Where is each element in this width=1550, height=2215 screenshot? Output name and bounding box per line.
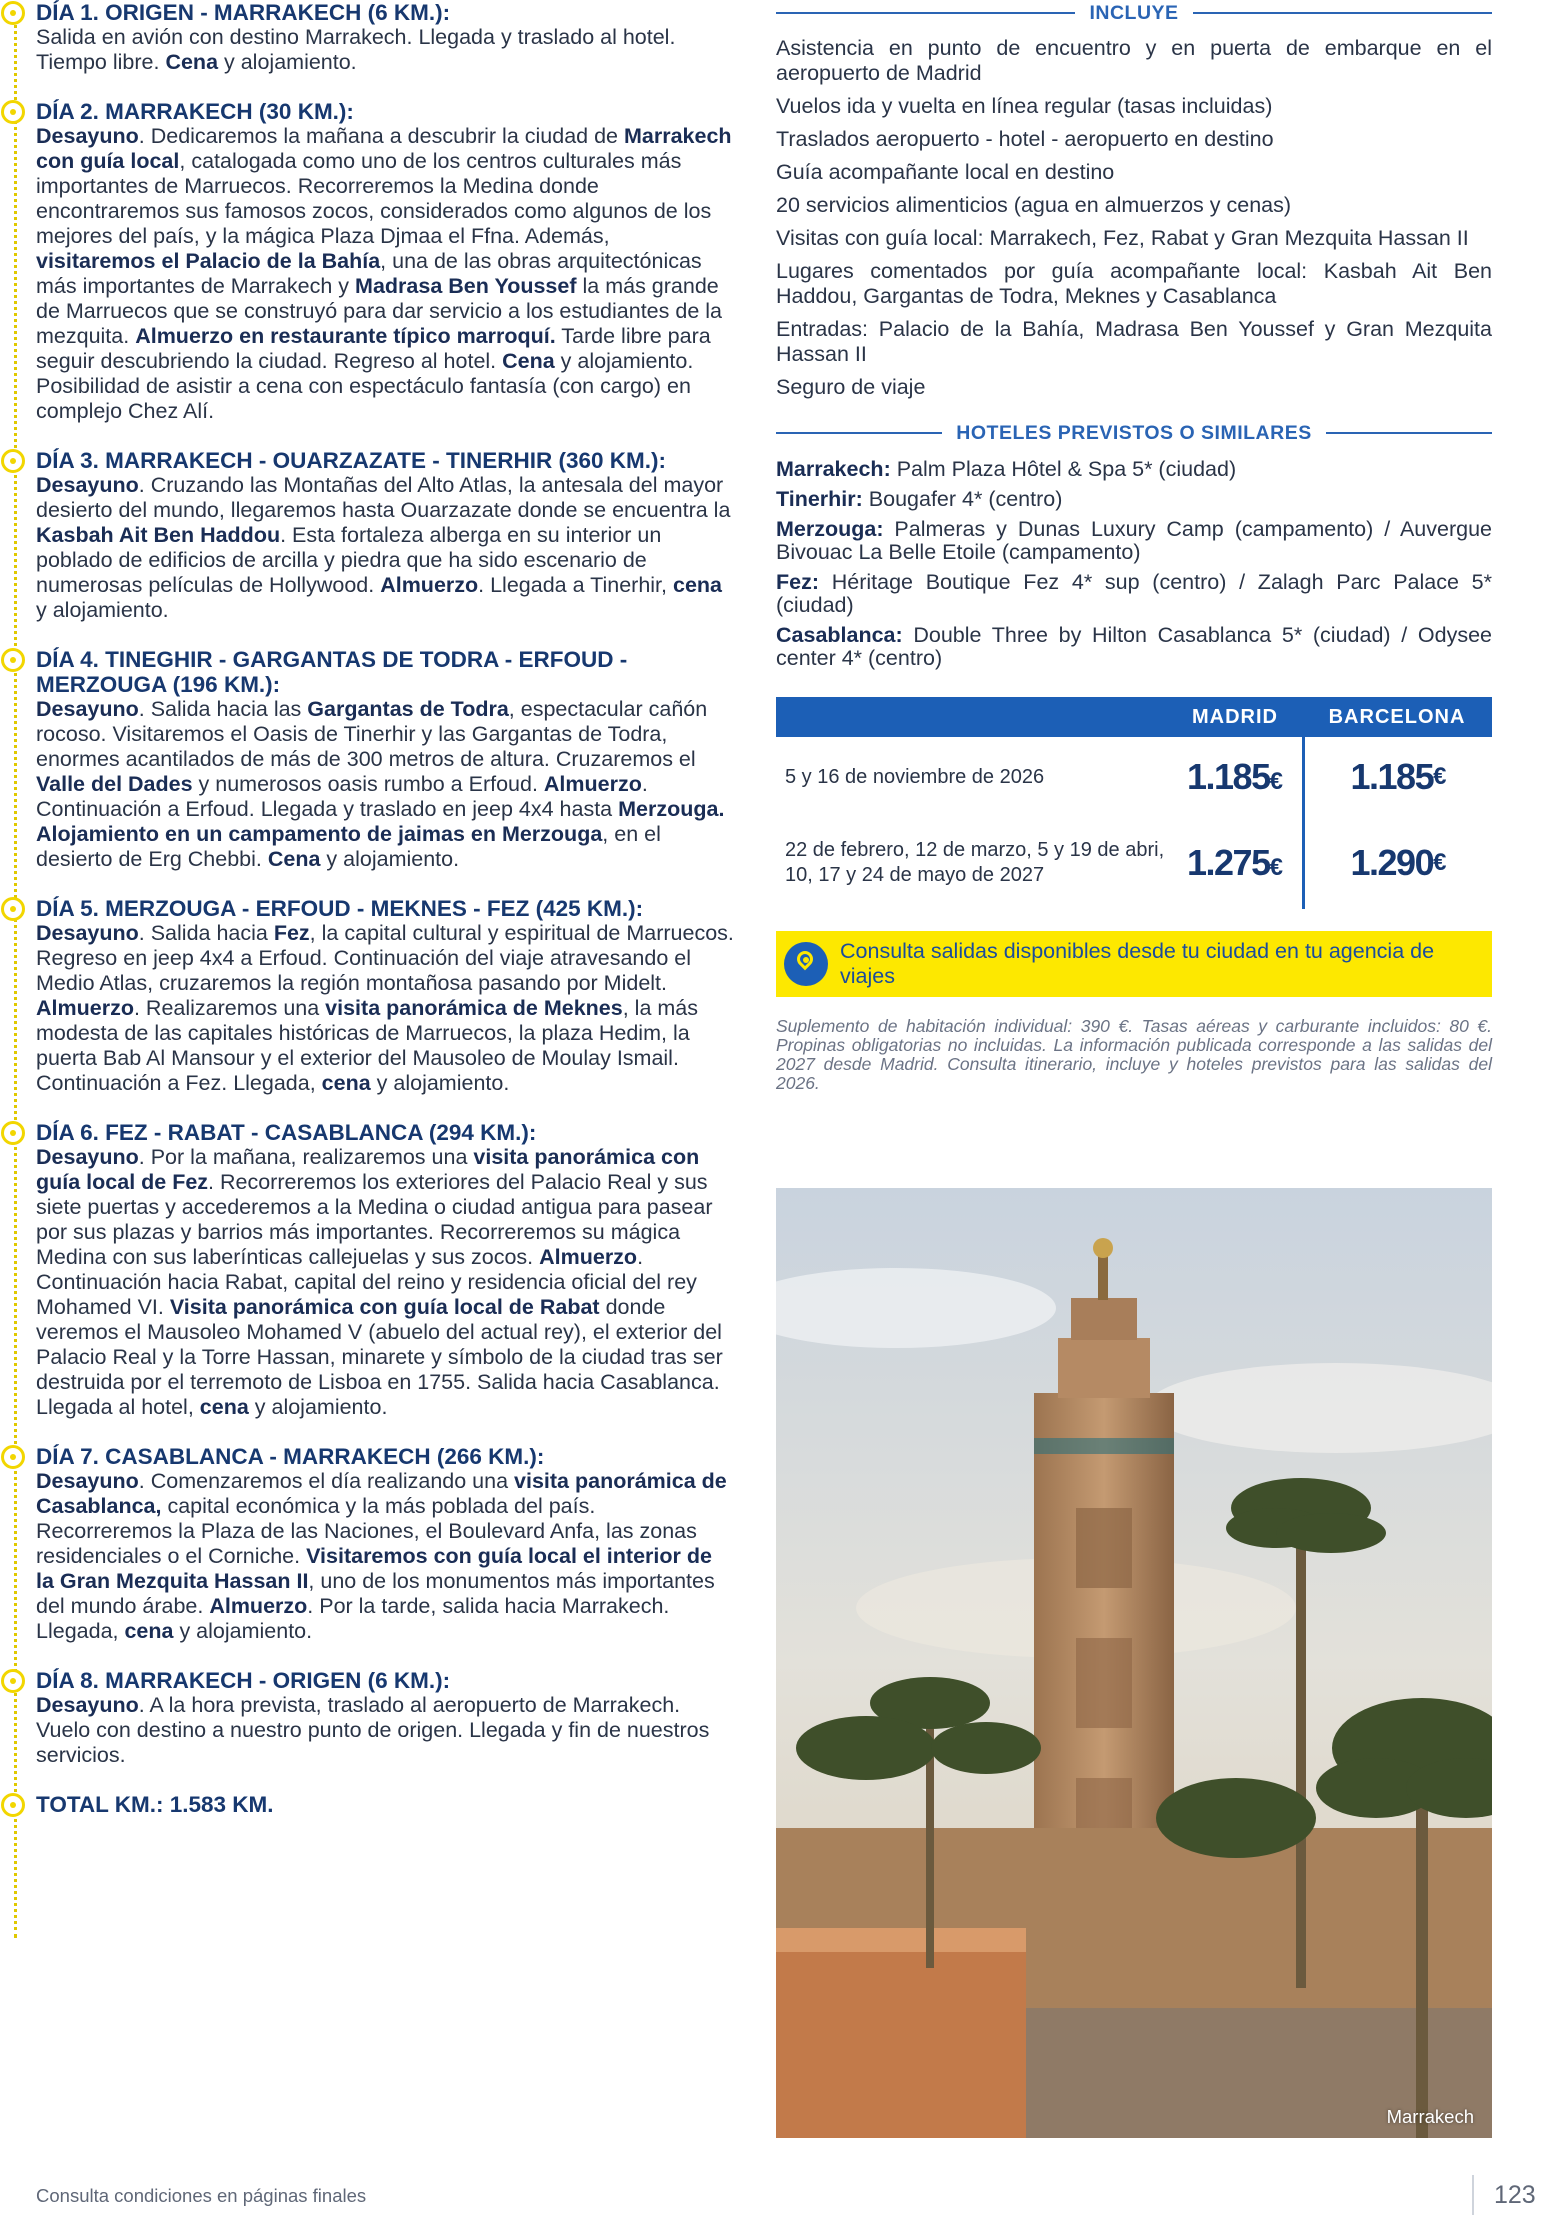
divider [776, 432, 942, 434]
hotel-name: Double Three by Hilton Casablanca 5* (ciudad) / Odysee center 4* (centro) [776, 623, 1492, 670]
highlight-text: Merzouga. Alojamiento en un campamento de jaimas en Merzouga [36, 797, 725, 846]
hotel-name: Palmeras y Dunas Luxury Camp (campamento) / Auvergue Bivouac La Belle Etoile (campamento) [776, 517, 1492, 564]
itinerary-day [14, 448, 734, 623]
hotel-city: Marrakech: [776, 457, 891, 481]
highlight-text: cena [672, 573, 722, 597]
price-value: 1.275 [1187, 842, 1270, 883]
divider [1326, 432, 1492, 434]
price-table [776, 697, 1492, 909]
highlight-text: Almuerzo en restaurante típico marroquí. [135, 324, 556, 348]
day-description [36, 1693, 734, 1768]
divider [776, 12, 1075, 14]
body-text: . Salida hacia las [138, 697, 308, 721]
body-text: y numerosos oasis rumbo a Erfoud. [192, 772, 544, 796]
itinerary-day [14, 0, 734, 75]
hotels-heading: HOTELES PREVISTOS O SIMILARES [956, 421, 1312, 444]
incluye-item: Guía acompañante local en destino [776, 160, 1115, 184]
body-text: y alojamiento. [173, 1619, 313, 1643]
body-text: y alojamiento. Posibilidad de asistir a cena con espectáculo fantasía (con cargo) en complejo Chez Alí. [36, 349, 694, 423]
highlight-text: Cena [502, 349, 555, 373]
highlight-text: Desayuno [36, 1469, 139, 1493]
highlight-text: Almuerzo [539, 1245, 638, 1269]
day-description [36, 473, 734, 623]
footer-divider [1472, 2175, 1474, 2215]
price-rows [776, 737, 1492, 909]
highlight-text: Visita panorámica con guía local de Rabat [169, 1295, 600, 1319]
highlight-text: Marrakech con guía local [36, 124, 732, 173]
body-text: donde veremos el Mausoleo Mohamed V (abuelo del actual rey), el exterior del Palacio Real y la Torre Hassan, minarete y símbolo de la ciudad tras ser destruida por el terremoto de Lisboa en 1755. Salida hacia Casablanca. Llegada al hotel, [36, 1295, 723, 1419]
body-text: , una de las obras arquitectónicas más importantes de Marrakech y [36, 249, 702, 298]
hotel-entry [776, 571, 1492, 617]
itinerary-day [14, 896, 734, 1096]
hotel-city: Merzouga: [776, 517, 884, 541]
body-text: . Continuación hacia Rabat, capital del reino y residencia oficial del rey Mohamed VI. [36, 1245, 697, 1319]
itinerary-day [14, 1668, 734, 1768]
body-text: y alojamiento. [248, 1395, 388, 1419]
day-title: DÍA 6. FEZ - RABAT - CASABLANCA (294 KM.): [36, 1120, 537, 1145]
body-text: . Llegada a Tinerhir, [478, 573, 673, 597]
body-text: la más grande de Marruecos que se construyó para dar servicio a los estudiantes de la mezquita. [36, 274, 722, 348]
hotels-header [776, 420, 1492, 446]
currency-symbol: € [1269, 768, 1283, 795]
highlight-text: cena [124, 1619, 174, 1643]
highlight-text: visita panorámica de Casablanca, [36, 1469, 727, 1518]
day-title: DÍA 4. TINEGHIR - GARGANTAS DE TODRA - ERFOUD - MERZOUGA (196 KM.): [36, 647, 628, 697]
highlight-text: Gargantas de Todra [307, 697, 509, 721]
consult-banner [776, 931, 1492, 997]
hotel-name: Palm Plaza Hôtel & Spa 5* (ciudad) [890, 457, 1237, 481]
body-text: . Esta fortaleza alberga en su interior un poblado de edificios de arcilla y piedra que ha sido escenario de numerosas películas de Hollywood. [36, 523, 662, 597]
day-marker-icon [1, 1669, 25, 1693]
day-marker-icon [1, 1445, 25, 1469]
incluye-list [776, 36, 1492, 400]
body-text: . A la hora prevista, traslado al aeropuerto de Marrakech. Vuelo con destino a nuestro punto de origen. Llegada y fin de nuestros servicios. [36, 1693, 710, 1767]
highlight-text: Almuerzo [209, 1594, 308, 1618]
hotel-entry [776, 488, 1492, 511]
day-description [36, 697, 734, 872]
itinerary-day [14, 647, 734, 872]
divider [1193, 12, 1492, 14]
day-title: DÍA 7. CASABLANCA - MARRAKECH (266 KM.): [36, 1444, 545, 1469]
highlight-text: visita panorámica con guía local de Fez [36, 1145, 700, 1194]
highlight-text: Desayuno [36, 921, 139, 945]
highlight-text: Desayuno [36, 1693, 139, 1717]
day-marker-icon [1, 1793, 25, 1817]
itinerary-day [14, 1444, 734, 1644]
day-description [36, 921, 734, 1096]
incluye-item: Lugares comentados por guía acompañante local: Kasbah Ait Ben Haddou, Gargantas de Todra, Meknes y Casablanca [776, 259, 1492, 308]
day-marker-icon [1, 648, 25, 672]
day-title: DÍA 5. MERZOUGA - ERFOUD - MEKNES - FEZ (425 KM.): [36, 896, 644, 921]
highlight-text: Desayuno [36, 124, 139, 148]
highlight-text: Madrasa Ben Youssef [355, 274, 577, 298]
incluye-item: 20 servicios alimenticios (agua en almuerzos y cenas) [776, 193, 1292, 217]
highlight-text: Fez [273, 921, 310, 945]
body-text: , uno de los monumentos más importantes del mundo árabe. [36, 1569, 715, 1618]
highlight-text: Almuerzo [380, 573, 479, 597]
price-barcelona [1302, 737, 1492, 817]
body-text: , la más modesta de las capitales históricas de Marruecos, la plaza Hedim, la puerta Bab Al Mansour y el exterior del Mausoleo de Moulay Ismail. Continuación a Fez. Llegada, [36, 996, 698, 1095]
col-madrid: MADRID [1192, 705, 1278, 728]
hotel-entry [776, 518, 1492, 564]
location-pin-icon [784, 942, 828, 986]
body-text: , espectacular cañón rocoso. Visitaremos el Oasis de Tinerhir y las Gargantas de Todra, enormes acantilados de más de 300 metros de altura. Cruzaremos el [36, 697, 708, 771]
footer-note: Consulta condiciones en páginas finales [36, 2185, 367, 2206]
col-barcelona: BARCELONA [1328, 705, 1466, 728]
highlight-text: Desayuno [36, 1145, 139, 1169]
currency-symbol: € [1269, 854, 1283, 881]
hotel-name: Héritage Boutique Fez 4* sup (centro) / Zalagh Parc Palace 5* (ciudad) [776, 570, 1492, 617]
day-title: DÍA 2. MARRAKECH (30 KM.): [36, 99, 354, 124]
departure-dates: 5 y 16 de noviembre de 2026 [785, 765, 1045, 788]
body-text: . Por la mañana, realizaremos una [138, 1145, 474, 1169]
photo-caption: Marrakech [1386, 2106, 1474, 2127]
price-barcelona [1302, 817, 1492, 909]
hotel-city: Casablanca: [776, 623, 903, 647]
body-text: , catalogada como uno de los centros culturales más importantes de Marruecos. Recorreremos la Medina donde encontraremos sus famosos zocos, considerados como algunos de los mejores del país, y la mágica Plaza Djmaa el Ffna. Además, [36, 149, 712, 248]
highlight-text: Cena [267, 847, 321, 871]
incluye-item: Traslados aeropuerto - hotel - aeropuerto en destino [776, 127, 1274, 151]
day-marker-icon [1, 1121, 25, 1145]
body-text: capital económica y la más poblada del país. Recorreremos la Plaza de las Naciones, el Boulevard Anfa, las zonas residenciales o el Corniche. [36, 1494, 697, 1568]
highlight-text: Almuerzo [543, 772, 642, 796]
day-title: DÍA 3. MARRAKECH - OUARZAZATE - TINERHIR (360 KM.): [36, 448, 666, 473]
hotel-name: Bougafer 4* (centro) [862, 487, 1063, 511]
itinerary-day [14, 1120, 734, 1420]
highlight-text: Valle del Dades [36, 772, 193, 796]
incluye-item: Asistencia en punto de encuentro y en puerta de embarque en el aeropuerto de Madrid [776, 36, 1492, 85]
body-text: . Recorreremos los exteriores del Palacio Real y sus siete puertas y accederemos a la Medina o ciudad antigua para pasear por sus plazas y barrios más importantes. Recorreremos su mágica Medina con sus laberínticas callejuelas y sus zocos. [36, 1170, 713, 1269]
day-title: DÍA 1. ORIGEN - MARRAKECH (6 KM.): [36, 0, 451, 25]
body-text: y alojamiento. [370, 1071, 510, 1095]
incluye-item: Visitas con guía local: Marrakech, Fez, Rabat y Gran Mezquita Hassan II [776, 226, 1469, 250]
day-marker-icon [1, 897, 25, 921]
footnote: Suplemento de habitación individual: 390 €. Tasas aéreas y carburante incluidos: 80 €. Propinas obligatorias no incluidas. La información publicada corresponde a las salidas del 2027 desde Madrid. Consulta itinerario, incluye y hoteles previstos para las salidas del 2026. [776, 1016, 1492, 1093]
currency-symbol: € [1433, 763, 1447, 790]
incluye-header [776, 0, 1492, 26]
currency-symbol: € [1433, 849, 1447, 876]
departure-dates: 22 de febrero, 12 de marzo, 5 y 19 de abri, 10, 17 y 24 de mayo de 2027 [785, 839, 1165, 886]
incluye-item: Vuelos ida y vuelta en línea regular (tasas incluidas) [776, 94, 1273, 118]
day-title: TOTAL KM.: 1.583 KM. [36, 1792, 274, 1817]
price-madrid [1168, 842, 1302, 884]
day-marker-icon [1, 1, 25, 25]
hotels-list [776, 458, 1492, 670]
consult-text: Consulta salidas disponibles desde tu ciudad en tu agencia de viajes [840, 939, 1435, 988]
day-description [36, 1145, 734, 1420]
body-text: Salida en avión con destino Marrakech. Llegada y traslado al hotel. Tiempo libre. [36, 25, 676, 74]
incluye-item: Entradas: Palacio de la Bahía, Madrasa Ben Youssef y Gran Mezquita Hassan II [776, 317, 1492, 366]
price-value: 1.185 [1350, 756, 1434, 797]
hotel-city: Fez: [776, 570, 819, 594]
body-text: , la capital cultural y espiritual de Marruecos. Regreso en jeep 4x4 a Erfoud. Continuación del viaje atravesando el Medio Atlas, cruzaremos la región montañosa pasando por Midelt. [36, 921, 734, 995]
day-title: DÍA 8. MARRAKECH - ORIGEN (6 KM.): [36, 1668, 451, 1693]
highlight-text: cena [321, 1071, 371, 1095]
day-marker-icon [1, 449, 25, 473]
highlight-text: Visitaremos con guía local el interior de la Gran Mezquita Hassan II [36, 1544, 712, 1593]
body-text: . Cruzando las Montañas del Alto Atlas, la antesala del mayor desierto del mundo, llegaremos hasta Ouarzazate donde se encuentra la [36, 473, 731, 522]
body-text: . Dedicaremos la mañana a descubrir la ciudad de [138, 124, 624, 148]
price-row [776, 737, 1492, 817]
price-value: 1.185 [1187, 756, 1270, 797]
day-marker-icon [1, 100, 25, 124]
body-text: y alojamiento. [320, 847, 460, 871]
body-text: , en el desierto de Erg Chebbi. [36, 822, 661, 871]
body-text: . Continuación a Erfoud. Llegada y traslado en jeep 4x4 hasta [36, 772, 648, 821]
price-value: 1.290 [1350, 842, 1434, 883]
hotel-entry [776, 624, 1492, 670]
itinerary-column [14, 0, 734, 1960]
days-list [14, 0, 734, 1817]
highlight-text: Cena [165, 50, 219, 74]
highlight-text: Almuerzo [36, 996, 134, 1020]
body-text: . Realizaremos una [133, 996, 326, 1020]
hotel-entry [776, 458, 1492, 481]
body-text: y alojamiento. [218, 50, 357, 74]
incluye-item: Seguro de viaje [776, 375, 926, 399]
highlight-text: Desayuno [36, 697, 139, 721]
body-text: Tarde libre para seguir descubriendo la ciudad. Regreso al hotel. [36, 324, 711, 373]
price-row [776, 817, 1492, 909]
info-column [776, 0, 1492, 2127]
highlight-text: visitaremos el Palacio de la Bahía [36, 249, 381, 273]
price-madrid [1168, 756, 1302, 798]
hotel-city: Tinerhir: [776, 487, 863, 511]
incluye-heading: INCLUYE [1089, 1, 1179, 24]
page-number: 123 [1494, 2181, 1536, 2209]
highlight-text: Kasbah Ait Ben Haddou [36, 523, 281, 547]
highlight-text: Desayuno [36, 473, 139, 497]
day-description [36, 25, 734, 75]
body-text: . Salida hacia [138, 921, 274, 945]
koutoubia-photo [776, 1188, 1492, 2138]
highlight-text: cena [199, 1395, 249, 1419]
itinerary-day [14, 99, 734, 424]
header-spacer [776, 697, 1168, 737]
itinerary-day [14, 1792, 734, 1817]
body-text: y alojamiento. [36, 598, 169, 622]
body-text: . Comenzaremos el día realizando una [138, 1469, 515, 1493]
photo-illustration [776, 1188, 1492, 2138]
highlight-text: visita panorámica de Meknes [325, 996, 623, 1020]
price-table-header [776, 697, 1492, 737]
day-description [36, 1469, 734, 1644]
day-description [36, 124, 734, 424]
body-text: . Por la tarde, salida hacia Marrakech. Llegada, [36, 1594, 670, 1643]
